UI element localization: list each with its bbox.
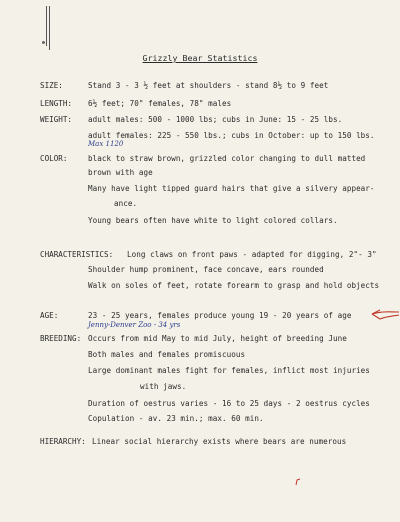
size-label: SIZE: [40,81,63,90]
breeding-line-5: Duration of oestrus varies - 16 to 25 days - 2 oestrus cycles [88,399,370,408]
size-text: Stand 3 - 3 ½ feet at shoulders - stand 8½ to 9 feet [88,81,329,90]
characteristics-label: CHARACTERISTICS: [40,250,114,259]
weight-label: WEIGHT: [40,115,73,124]
age-line-1: 23 - 25 years, females produce young 19 - 20 years of age [88,311,352,320]
color-line-4: ance. [114,199,138,208]
breeding-line-1: Occurs from mid May to mid July, height of breeding June [88,334,347,343]
breeding-line-4: with jaws. [140,382,187,391]
breeding-label: BREEDING: [40,334,82,343]
age-label: AGE: [40,311,59,320]
red-arrow-mark [368,307,400,321]
page-title: Grizzly Bear Statistics [142,53,258,63]
length-text: 6½ feet; 70" females, 78" males [88,99,232,108]
hierarchy-label: HIERARCHY: [40,437,86,446]
weight-line-1: adult males: 500 - 1000 lbs; cubs in June: 15 - 25 lbs. [88,115,343,124]
length-label: LENGTH: [40,99,73,108]
weight-handwritten-note: Max 1120 [88,140,124,148]
weight-line-2: adult females: 225 - 550 lbs.; cubs in October: up to 150 lbs. [88,131,375,140]
color-line-2: brown with age [88,168,153,177]
color-line-1: black to straw brown, grizzled color changing to dull matted [88,154,366,163]
breeding-line-6: Copulation - av. 23 min.; max. 60 min. [88,414,264,423]
color-line-5: Young bears often have white to light colored collars. [88,216,338,225]
characteristics-line-2: Shoulder hump prominent, face concave, ears rounded [88,265,324,274]
color-label: COLOR: [40,154,68,163]
characteristics-line-3: Walk on soles of feet, rotate forearm to grasp and hold objects [88,281,380,290]
binder-dot [42,41,45,44]
characteristics-line-1: Long claws on front paws - adapted for digging, 2"- 3" [127,250,377,259]
color-line-3: Many have light tipped guard hairs that give a silvery appear- [88,184,375,193]
hierarchy-line-1: Linear social hierarchy exists where bears are numerous [92,437,347,446]
red-pen-mark [294,478,302,486]
age-handwritten-note: Jenny-Denver Zoo - 34 yrs [88,321,181,329]
binder-hole-marks [44,6,54,50]
breeding-line-3: Large dominant males fight for females, inflict most injuries [88,366,370,375]
breeding-line-2: Both males and females promiscuous [88,350,246,359]
